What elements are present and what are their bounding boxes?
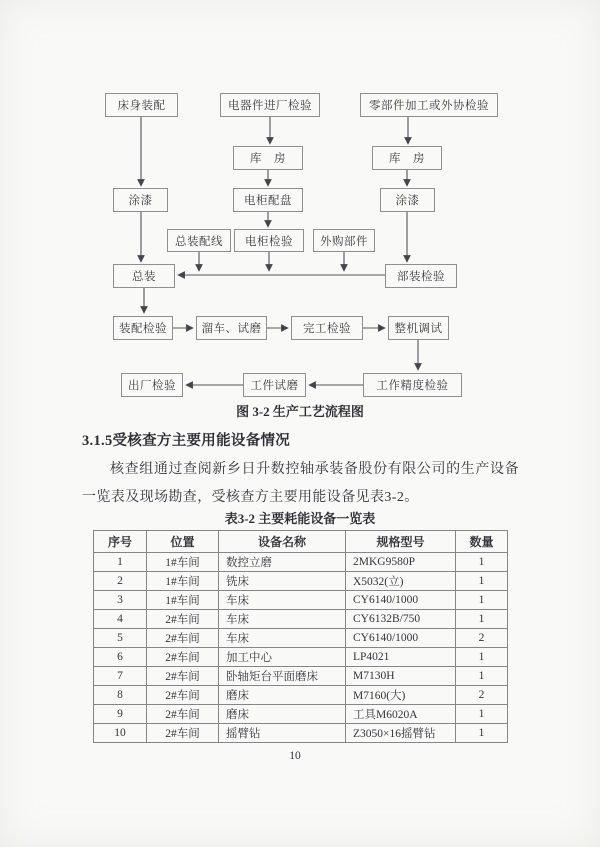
table-cell: 1 — [456, 648, 508, 667]
table-cell: 2 — [456, 629, 508, 648]
table-cell: 2#车间 — [147, 667, 219, 686]
table-cell: 1 — [456, 572, 508, 591]
table-cell: 2 — [456, 686, 508, 705]
section-heading: 3.1.5受核查方主要用能设备情况 — [82, 433, 291, 449]
column-header: 规格型号 — [346, 531, 456, 553]
table-cell: M7160(大) — [346, 686, 456, 705]
table-caption: 表3-2 主要耗能设备一览表 — [224, 511, 376, 526]
table-row — [94, 705, 508, 724]
flow-node-assembly-wiring-line: 总装配线 — [167, 229, 231, 252]
table-cell: 7 — [94, 667, 147, 686]
flow-node-cabinet-inspection: 电柜检验 — [234, 229, 304, 252]
flow-node-general-assembly: 总装 — [113, 264, 175, 288]
equipment-table — [93, 530, 508, 743]
table-cell: 2#车间 — [147, 629, 219, 648]
flow-node-parts-machining-check: 零部件加工或外协检验 — [360, 93, 498, 117]
table-cell: 1 — [94, 553, 147, 572]
table-row — [94, 667, 508, 686]
flow-node-painting-left: 涂漆 — [113, 188, 168, 212]
flow-node-working-accuracy-check: 工作精度检验 — [363, 373, 462, 397]
table-row — [94, 648, 508, 667]
table-row — [94, 553, 508, 572]
table-cell: 9 — [94, 705, 147, 724]
table-cell: 工具M6020A — [346, 705, 456, 724]
flow-node-bed-assembly: 床身装配 — [105, 93, 178, 117]
column-header: 序号 — [94, 531, 147, 553]
table-cell: 5 — [94, 629, 147, 648]
flow-node-subassembly-inspection: 部装检验 — [385, 264, 457, 288]
table-cell: 铣床 — [219, 572, 346, 591]
table-cell: X5032(立) — [346, 572, 456, 591]
table-row — [94, 610, 508, 629]
section-paragraph: 核查组通过查阅新乡日升数控轴承装备股份有限公司的生产设备一览表及现场勘查，受核查方主要用能设备见表3-2。 — [82, 462, 519, 505]
flow-node-machine-commissioning: 整机调试 — [388, 316, 449, 340]
table-row — [94, 591, 508, 610]
table-cell: 2 — [94, 572, 147, 591]
table-cell: 1 — [456, 591, 508, 610]
table-cell: M7130H — [346, 667, 456, 686]
table-cell: 1#车间 — [147, 572, 219, 591]
table-cell: 2#车间 — [147, 705, 219, 724]
table-cell: 2#车间 — [147, 648, 219, 667]
table-cell: CY6132B/750 — [346, 610, 456, 629]
table-cell: CY6140/1000 — [346, 591, 456, 610]
table-cell: 2#车间 — [147, 610, 219, 629]
table-cell: 4 — [94, 610, 147, 629]
table-cell: 3 — [94, 591, 147, 610]
table-cell: 2MKG9580P — [346, 553, 456, 572]
table-cell: 磨床 — [219, 686, 346, 705]
flow-node-cabinet-wiring: 电柜配盘 — [233, 188, 303, 212]
table-cell: 摇臂钻 — [219, 724, 346, 743]
table-row — [94, 572, 508, 591]
page-number: 10 — [289, 750, 301, 762]
table-cell: 6 — [94, 648, 147, 667]
table-cell: 1 — [456, 553, 508, 572]
table-cell: 10 — [94, 724, 147, 743]
equipment-table-body — [94, 553, 508, 743]
table-cell: 1#车间 — [147, 553, 219, 572]
flow-node-workpiece-trial-grind: 工件试磨 — [243, 373, 306, 397]
column-header: 数量 — [456, 531, 508, 553]
flow-node-painting-right: 涂漆 — [380, 188, 435, 212]
table-cell: Z3050×16摇臂钻 — [346, 724, 456, 743]
flow-node-completion-inspection: 完工检验 — [291, 316, 363, 340]
table-cell: 8 — [94, 686, 147, 705]
flow-node-electrical-incoming-check: 电器件进厂检验 — [220, 93, 320, 117]
table-cell: LP4021 — [346, 648, 456, 667]
table-cell: 2#车间 — [147, 724, 219, 743]
column-header: 位置 — [147, 531, 219, 553]
flowchart — [0, 0, 600, 420]
table-cell: 卧轴矩台平面磨床 — [219, 667, 346, 686]
table-cell: 加工中心 — [219, 648, 346, 667]
table-cell: 车床 — [219, 610, 346, 629]
table-cell: 车床 — [219, 591, 346, 610]
table-cell: 1 — [456, 724, 508, 743]
table-cell: 车床 — [219, 629, 346, 648]
table-cell: 1 — [456, 667, 508, 686]
figure-caption: 图 3-2 生产工艺流程图 — [236, 404, 364, 419]
flow-node-assembly-inspection: 装配检验 — [113, 316, 173, 340]
table-cell: CY6140/1000 — [346, 629, 456, 648]
flow-node-warehouse-mid: 库 房 — [233, 146, 303, 170]
flow-node-run-in-trial-grind: 溜车、试磨 — [196, 316, 267, 340]
table-row — [94, 724, 508, 743]
table-cell: 1 — [456, 610, 508, 629]
table-row — [94, 629, 508, 648]
table-cell: 磨床 — [219, 705, 346, 724]
table-cell: 1#车间 — [147, 591, 219, 610]
table-row — [94, 686, 508, 705]
column-header: 设备名称 — [219, 531, 346, 553]
table-cell: 数控立磨 — [219, 553, 346, 572]
table-cell: 2#车间 — [147, 686, 219, 705]
table-cell: 1 — [456, 705, 508, 724]
flow-node-purchased-parts: 外购部件 — [313, 229, 375, 252]
flow-node-factory-inspection: 出厂检验 — [121, 373, 183, 397]
equipment-table-header-row — [94, 531, 508, 553]
flow-node-warehouse-right: 库 房 — [372, 146, 442, 170]
